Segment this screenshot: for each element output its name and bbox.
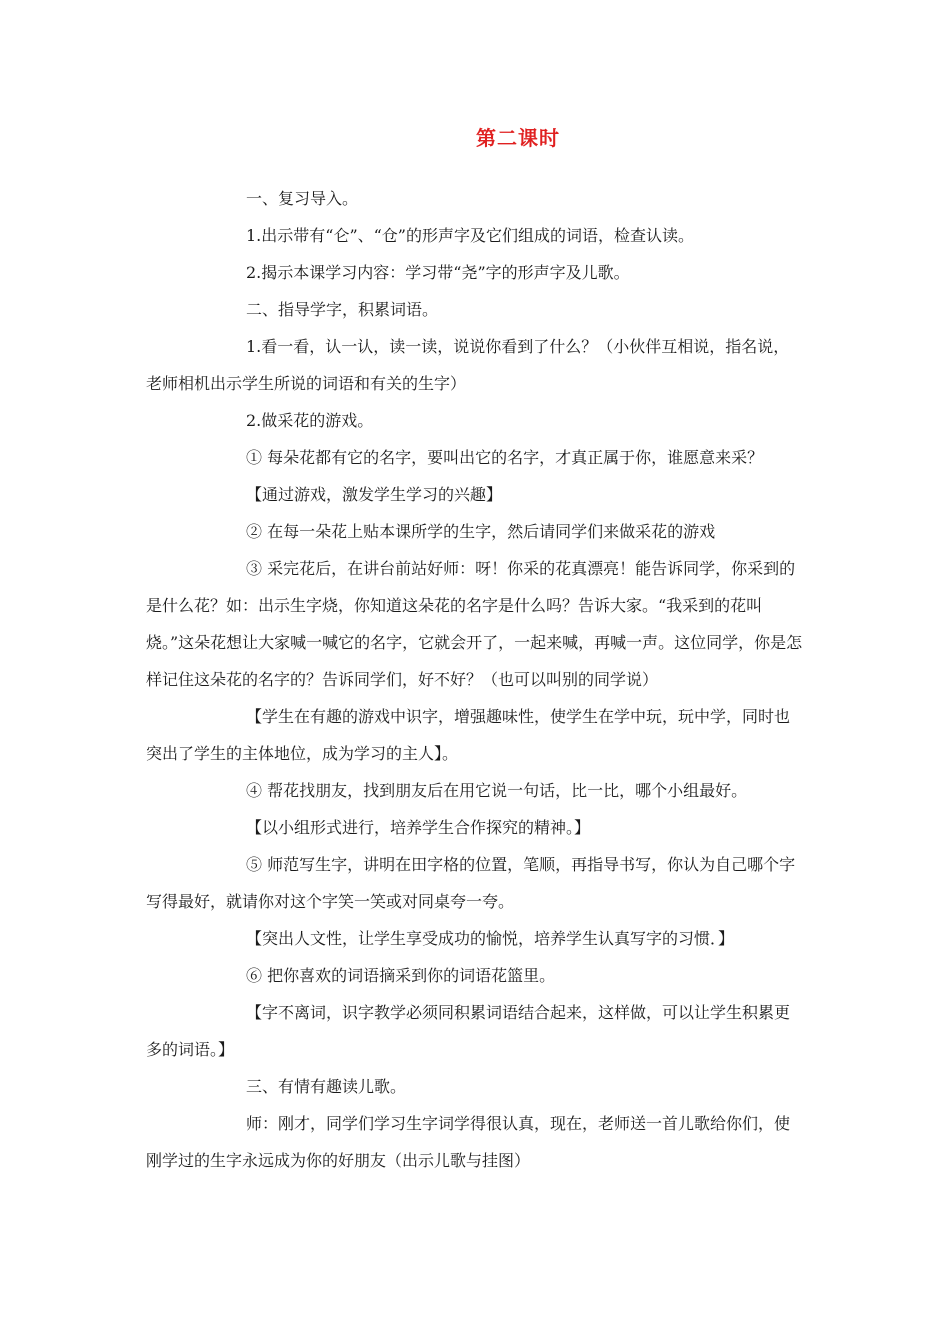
paragraph: 师：刚才，同学们学习生字词学得很认真，现在，老师送一首儿歌给你们，使刚学过的生字永远成为你的好朋友（出示儿歌与挂图） xyxy=(146,1114,791,1170)
paragraph: ④ 帮花找朋友，找到朋友后在用它说一句话，比一比，哪个小组最好。 xyxy=(246,781,748,800)
paragraph: ② 在每一朵花上贴本课所学的生字，然后请同学们来做采花的游戏 xyxy=(246,522,716,541)
paragraph: 2.揭示本课学习内容：学习带“尧”字的形声字及儿歌。 xyxy=(246,263,630,282)
page-title: 第二课时 xyxy=(476,126,560,150)
annotation-paragraph: 【以小组形式进行，培养学生合作探究的精神。】 xyxy=(246,818,591,837)
paragraph: 三、有情有趣读儿歌。 xyxy=(246,1077,407,1096)
paragraph: ③ 采完花后，在讲台前站好师：呀！你采的花真漂亮！能告诉同学，你采到的是什么花？如：出示生字烧，你知道这朵花的名字是什么吗？告诉大家。“我采到的花叫烧。”这朵花想让大家喊一喊它的名字，它就会开了，一起来喊，再喊一声。这位同学，你是怎样记住这朵花的名字的？告诉同学们，好不好？（也可以叫别的同学说） xyxy=(146,559,803,689)
annotation-paragraph: 【突出人文性，让学生享受成功的愉悦，培养学生认真写字的习惯．】 xyxy=(246,929,735,948)
annotation-paragraph: 【学生在有趣的游戏中识字，增强趣味性，使学生在学中玩，玩中学，同时也突出了学生的主体地位，成为学习的主人】。 xyxy=(146,707,791,763)
annotation-paragraph: 【通过游戏，激发学生学习的兴趣】 xyxy=(246,485,503,504)
document-body xyxy=(146,180,804,1179)
paragraph: 2.做采花的游戏。 xyxy=(246,411,374,430)
paragraph: ⑥ 把你喜欢的词语摘采到你的词语花篮里。 xyxy=(246,966,556,985)
paragraph: 1.出示带有“仑”、“仓”的形声字及它们组成的词语，检查认读。 xyxy=(246,226,694,245)
paragraph: 1.看一看，认一认，读一读，说说你看到了什么？（小伙伴互相说，指名说，老师相机出示学生所说的词语和有关的生字） xyxy=(146,337,790,393)
paragraph: 二、指导学字，积累词语。 xyxy=(246,300,439,319)
paragraph: 一、复习导入。 xyxy=(246,189,359,208)
paragraph: ⑤ 师范写生字，讲明在田字格的位置，笔顺，再指导书写，你认为自己哪个字写得最好，就请你对这个字笑一笑或对同桌夸一夸。 xyxy=(146,855,796,911)
paragraph: ① 每朵花都有它的名字，要叫出它的名字，才真正属于你，谁愿意来采？ xyxy=(246,448,764,467)
annotation-paragraph: 【字不离词，识字教学必须同积累词语结合起来，这样做，可以让学生积累更多的词语。】 xyxy=(146,1003,791,1059)
